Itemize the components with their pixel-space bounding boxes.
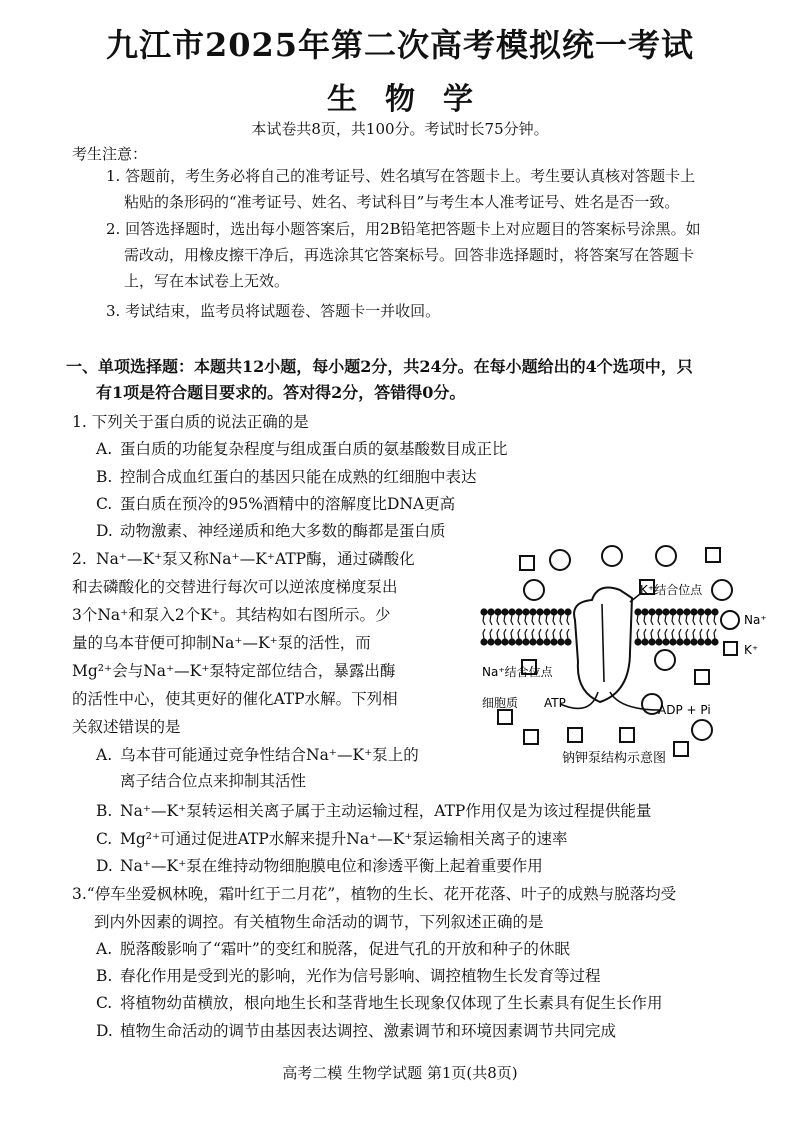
- lipid-tail: [490, 615, 492, 625]
- lipid-tail: [504, 629, 506, 639]
- option-key: A.: [96, 940, 113, 958]
- lipid-tail: [686, 615, 688, 625]
- na-ion-circle: [712, 580, 732, 600]
- lipid-tail: [693, 615, 695, 625]
- question-1-stem: 1. 下列关于蛋白质的说法正确的是: [72, 413, 309, 431]
- lipid-tail: [686, 629, 688, 639]
- question-2-stem-cont: [72, 573, 496, 741]
- section-line: 有1项是符合题目要求的。答对得2分，答错得0分。: [96, 383, 466, 402]
- q2-option-a: [96, 742, 419, 794]
- lipid-tail: [504, 615, 506, 625]
- lipid-head: [663, 639, 669, 645]
- lipid-head: [544, 639, 550, 645]
- q3-option-a: [96, 936, 570, 962]
- lipid-head: [698, 639, 704, 645]
- option-text: 蛋白质的功能复杂程度与组成蛋白质的氨基酸数目成正比: [120, 440, 508, 458]
- q1-option-d: [96, 518, 446, 544]
- lipid-tail: [560, 615, 562, 625]
- option-text: 将植物幼苗横放，根向地生长和茎背地生长现象仅体现了生长素具有促生长作用: [120, 994, 663, 1012]
- lipid-head: [649, 639, 655, 645]
- lipid-head: [656, 609, 662, 615]
- note-line: 需改动，用橡皮擦干净后，再选涂其它答案标号。回答非选择题时，将答案写在答题卡: [124, 246, 695, 264]
- option-text: Mg²⁺可通过促进ATP水解来提升Na⁺—K⁺泵运输相关离子的速率: [120, 830, 568, 848]
- exam-title: 九江市2025年第二次高考模拟统一考试: [105, 26, 695, 64]
- k-ion-square: [706, 548, 720, 562]
- cytoplasm-label: 细胞质: [482, 696, 519, 710]
- lipid-tail: [518, 629, 520, 639]
- question-2-stem: [96, 545, 496, 573]
- lipid-head: [649, 609, 655, 615]
- lipid-tail: [539, 629, 541, 639]
- lipid-head: [509, 639, 515, 645]
- lipid-tail: [679, 629, 681, 639]
- lipid-tail: [651, 615, 653, 625]
- lipid-tail: [658, 629, 660, 639]
- option-text: Na⁺—K⁺泵在维持动物细胞膜电位和渗透平衡上起着重要作用: [120, 857, 543, 875]
- page-footer: 高考二模 生物学试题 第1页(共8页): [282, 1064, 518, 1082]
- legend-k-label: K⁺: [744, 643, 759, 657]
- lipid-tail: [553, 629, 555, 639]
- lipid-tail: [525, 629, 527, 639]
- na-ion-circle: [692, 720, 712, 740]
- k-ion-square: [520, 556, 534, 570]
- lipid-tail: [637, 615, 639, 625]
- atp-label: ATP: [544, 696, 566, 710]
- lipid-head: [691, 639, 697, 645]
- option-key: D.: [96, 522, 113, 540]
- option-key: B.: [96, 468, 113, 486]
- section-heading: [66, 354, 776, 406]
- lipid-tail: [560, 629, 562, 639]
- q2-option-c: [96, 826, 568, 852]
- lipid-tail: [665, 629, 667, 639]
- stem-line: 关叙述错误的是: [72, 718, 181, 736]
- note-line: 粘贴的条形码的“准考证号、姓名、考试科目”与考生本人准考证号、姓名是否一致。: [124, 193, 680, 211]
- lipid-tail: [539, 615, 541, 625]
- lipid-head: [488, 639, 494, 645]
- lipid-head: [705, 609, 711, 615]
- k-ion-square: [674, 742, 688, 756]
- stem-line: 到内外因素的调控。有关植物生命活动的调节，下列叙述正确的是: [94, 913, 544, 931]
- lipid-tail: [707, 615, 709, 625]
- lipid-tail: [511, 615, 513, 625]
- option-text: 乌本苷可能通过竞争性结合Na⁺—K⁺泵上的: [120, 746, 419, 764]
- lipid-head: [481, 609, 487, 615]
- k-site-label: K⁺结合位点: [640, 583, 703, 597]
- exam-meta: 本试卷共8页，共100分。考试时长75分钟。: [251, 120, 549, 138]
- lipid-tail: [567, 615, 569, 625]
- lipid-tail: [511, 629, 513, 639]
- lipid-head: [516, 639, 522, 645]
- note-item-2: [106, 216, 770, 294]
- lipid-tail: [693, 629, 695, 639]
- lipid-tail: [497, 629, 499, 639]
- q3-option-d: [96, 1018, 616, 1044]
- option-text: 春化作用是受到光的影响，光作为信号影响、调控植物生长发育等过程: [120, 967, 601, 985]
- lipid-head: [691, 609, 697, 615]
- note-item-3: [106, 298, 770, 324]
- lipid-tail: [546, 629, 548, 639]
- lipid-head: [551, 639, 557, 645]
- q2-option-d: [96, 853, 543, 879]
- lipid-tail: [490, 629, 492, 639]
- lipid-head: [705, 639, 711, 645]
- note-line: 3. 考试结束，监考员将试题卷、答题卡一并收回。: [106, 302, 441, 320]
- lipid-head: [530, 639, 536, 645]
- lipid-head: [712, 609, 718, 615]
- lipid-head: [523, 609, 529, 615]
- lipid-head: [523, 639, 529, 645]
- lipid-head: [677, 639, 683, 645]
- lipid-head: [530, 609, 536, 615]
- lipid-tail: [665, 615, 667, 625]
- lipid-head: [635, 609, 641, 615]
- lipid-tail: [651, 629, 653, 639]
- note-line: 2. 回答选择题时，选出每小题答案后，用2B铅笔把答题卡上对应题目的答案标号涂黑。如: [106, 220, 701, 238]
- lipid-tail: [532, 615, 534, 625]
- question-2-number: 2.: [72, 550, 87, 568]
- lipid-head: [537, 609, 543, 615]
- lipid-head: [558, 639, 564, 645]
- stem-line: Mg²⁺会与Na⁺—K⁺泵特定部位结合，暴露出酶: [72, 662, 396, 680]
- option-key: B.: [96, 967, 113, 985]
- option-text: 植物生命活动的调节由基因表达调控、激素调节和环境因素调节共同完成: [120, 1022, 617, 1040]
- lipid-tail: [518, 615, 520, 625]
- lipid-head: [558, 609, 564, 615]
- lipid-head: [712, 639, 718, 645]
- lipid-tail: [672, 615, 674, 625]
- legend-na-circle: [721, 611, 739, 629]
- lipid-head: [698, 609, 704, 615]
- na-ion-circle: [550, 550, 570, 570]
- stem-line: 的活性中心，使其更好的催化ATP水解。下列相: [72, 690, 398, 708]
- lipid-tail: [700, 615, 702, 625]
- lipid-tail: [567, 629, 569, 639]
- section-line: 一、单项选择题：本题共12小题，每小题2分，共24分。在每小题给出的4个选项中，只: [66, 357, 693, 376]
- q1-option-a: [96, 436, 508, 462]
- q1-option-b: [96, 464, 477, 490]
- option-key: C.: [96, 830, 113, 848]
- k-ion-square: [524, 730, 538, 744]
- note-line: 1. 答题前，考生务必将自己的准考证号、姓名填写在答题卡上。考生要认真核对答题卡上: [106, 167, 696, 185]
- option-key: C.: [96, 495, 113, 513]
- option-key: B.: [96, 802, 113, 820]
- lipid-tail: [672, 629, 674, 639]
- option-text: 动物激素、神经递质和绝大多数的酶都是蛋白质: [120, 522, 446, 540]
- na-ion-circle: [602, 546, 622, 566]
- lipid-tail: [644, 629, 646, 639]
- note-line: 上，写在本试卷上无效。: [124, 272, 290, 290]
- lipid-tail: [714, 615, 716, 625]
- lipid-head: [502, 639, 508, 645]
- na-ion-circle: [655, 650, 675, 670]
- option-text: 脱落酸影响了“霜叶”的变红和脱落，促进气孔的开放和种子的休眠: [120, 940, 570, 958]
- lipid-tail: [700, 629, 702, 639]
- legend-na-label: Na⁺: [744, 613, 767, 627]
- legend-k-square: [724, 642, 737, 655]
- option-text: 控制合成血红蛋白的基因只能在成熟的红细胞中表达: [120, 468, 477, 486]
- figure-caption: 钠钾泵结构示意图: [562, 751, 667, 766]
- lipid-head: [481, 639, 487, 645]
- q2-option-b: [96, 798, 651, 824]
- k-ion-square: [695, 670, 709, 684]
- lipid-head: [565, 639, 571, 645]
- na-site-label: Na⁺结合位点: [482, 665, 553, 679]
- lipid-tail: [644, 615, 646, 625]
- lipid-head: [565, 609, 571, 615]
- option-key: A.: [96, 440, 113, 458]
- lipid-head: [488, 609, 494, 615]
- k-ion-square: [620, 728, 634, 742]
- stem-line: 3个Na⁺和泵入2个K⁺。其结构如右图所示。少: [72, 606, 391, 624]
- lipid-tail: [525, 615, 527, 625]
- lipid-tail: [553, 615, 555, 625]
- stem-line: 量的乌本苷便可抑制Na⁺—K⁺泵的活性，而: [72, 634, 371, 652]
- na-ion-circle: [524, 580, 544, 600]
- lipid-head: [537, 639, 543, 645]
- lipid-tail: [679, 615, 681, 625]
- notes-heading: 考生注意：: [72, 145, 148, 163]
- lipid-head: [495, 639, 501, 645]
- lipid-head: [495, 609, 501, 615]
- option-text: 蛋白质在预冷的95%酒精中的溶解度比DNA更高: [120, 495, 456, 513]
- lipid-head: [684, 609, 690, 615]
- lipid-head: [516, 609, 522, 615]
- option-key: A.: [96, 746, 113, 764]
- q3-option-b: [96, 963, 601, 989]
- lipid-head: [670, 609, 676, 615]
- sodium-potassium-pump-figure: [480, 542, 780, 772]
- adp-label: ADP + Pi: [658, 703, 711, 717]
- lipid-head: [642, 639, 648, 645]
- na-ion-circle: [656, 546, 676, 566]
- lipid-tail: [532, 629, 534, 639]
- lipid-head: [544, 609, 550, 615]
- option-key: C.: [96, 994, 113, 1012]
- lipid-head: [509, 609, 515, 615]
- lipid-tail: [637, 629, 639, 639]
- lipid-tail: [546, 615, 548, 625]
- q1-option-c: [96, 491, 455, 517]
- lipid-head: [642, 609, 648, 615]
- lipid-tail: [714, 629, 716, 639]
- lipid-head: [677, 609, 683, 615]
- k-ion-square: [498, 710, 512, 724]
- stem-line: 3.“停车坐爱枫林晚，霜叶红于二月花”，植物的生长、花开花落、叶子的成熟与脱落均受: [72, 885, 677, 903]
- subject-title: 生物学: [327, 82, 501, 117]
- option-key: D.: [96, 1022, 113, 1040]
- lipid-head: [551, 609, 557, 615]
- note-item-1: [106, 163, 770, 215]
- lipid-tail: [658, 615, 660, 625]
- lipid-tail: [483, 615, 485, 625]
- lipid-head: [635, 639, 641, 645]
- option-key: D.: [96, 857, 113, 875]
- lipid-tail: [707, 629, 709, 639]
- option-text: Na⁺—K⁺泵转运相关离子属于主动运输过程，ATP作用仅是为该过程提供能量: [120, 802, 652, 820]
- k-ion-square: [568, 728, 582, 742]
- lipid-head: [502, 609, 508, 615]
- option-text-cont: 离子结合位点来抑制其活性: [120, 772, 307, 790]
- stem-line: 和去磷酸化的交替进行每次可以逆浓度梯度泵出: [72, 578, 398, 596]
- lipid-head: [684, 639, 690, 645]
- q3-option-c: [96, 990, 663, 1016]
- lipid-head: [656, 639, 662, 645]
- lipid-head: [670, 639, 676, 645]
- stem-line: Na⁺—K⁺泵又称Na⁺—K⁺ATP酶，通过磷酸化: [96, 550, 415, 568]
- question-3-stem: [72, 880, 782, 936]
- lipid-tail: [483, 629, 485, 639]
- lipid-head: [663, 609, 669, 615]
- lipid-tail: [497, 615, 499, 625]
